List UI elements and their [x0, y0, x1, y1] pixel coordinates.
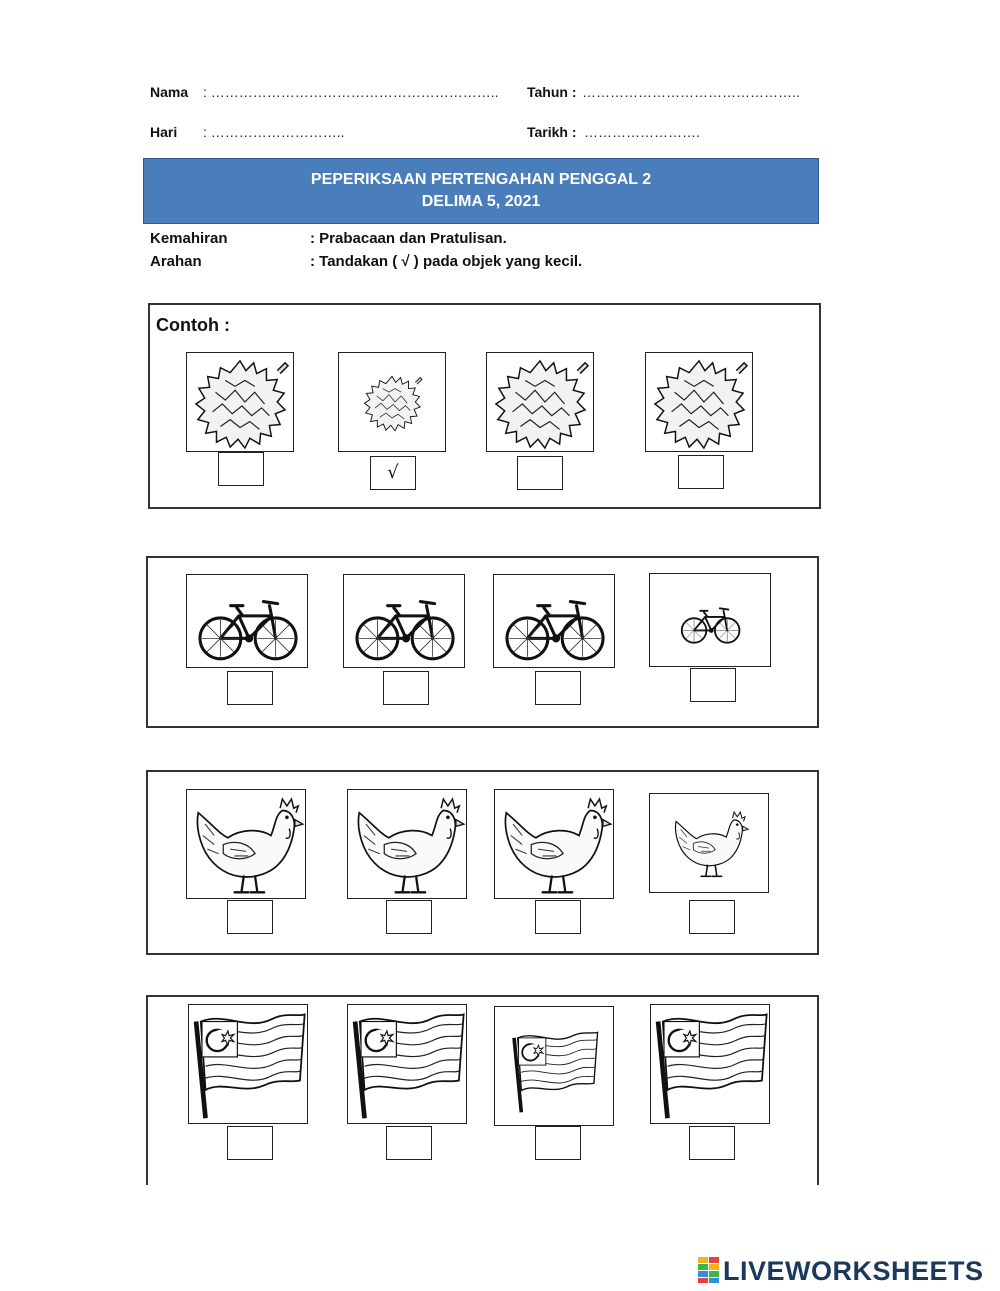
answer-box[interactable]: [535, 671, 581, 705]
answer-box[interactable]: [386, 1126, 432, 1160]
answer-box[interactable]: [690, 668, 736, 702]
flag-picture: [347, 1004, 467, 1124]
chicken-picture: [494, 789, 614, 899]
chicken-picture: [347, 789, 467, 899]
kemahiran-value: : Prabacaan dan Pratulisan.: [310, 230, 507, 247]
durian-picture: [186, 352, 294, 452]
exam-title: PEPERIKSAAN PERTENGAHAN PENGGAL 2: [310, 171, 652, 188]
chicken-picture: [186, 789, 306, 899]
bicycle-picture: [493, 574, 615, 668]
durian-icon: [339, 353, 445, 451]
example-title: Contoh :: [156, 315, 230, 335]
tahun-field[interactable]: ………………………………………..: [582, 84, 800, 100]
answer-box[interactable]: [227, 671, 273, 705]
answer-box[interactable]: [535, 1126, 581, 1160]
answer-box[interactable]: [227, 1126, 273, 1160]
liveworksheets-brand: LIVEWORKSHEETS: [723, 1256, 984, 1286]
chicken-icon: [187, 790, 305, 898]
flag-picture: [650, 1004, 770, 1124]
answer-box[interactable]: [383, 671, 429, 705]
arahan-value: : Tandakan ( √ ) pada objek yang kecil.: [310, 253, 583, 270]
tahun-label: Tahun :: [527, 84, 577, 100]
hari-label: Hari: [150, 124, 178, 140]
answer-box[interactable]: [386, 900, 432, 934]
bicycle-icon: [344, 575, 464, 667]
answer-box[interactable]: [678, 455, 724, 489]
answer-box[interactable]: [535, 900, 581, 934]
arahan-label: Arahan: [150, 253, 202, 270]
answer-box-checked[interactable]: √: [370, 456, 416, 490]
bicycle-icon: [494, 575, 614, 667]
chicken-icon: [495, 790, 613, 898]
flag-icon: [651, 1005, 769, 1123]
nama-field[interactable]: : ……………………………………………………..: [203, 84, 499, 100]
kemahiran-label: Kemahiran: [150, 230, 228, 247]
hari-field[interactable]: : ………………………..: [203, 124, 345, 140]
chicken-icon: [348, 790, 466, 898]
answer-box[interactable]: [689, 1126, 735, 1160]
bicycle-icon: [187, 575, 307, 667]
durian-icon: [646, 353, 752, 451]
liveworksheets-mark-icon: [698, 1257, 720, 1283]
bicycle-small-picture: [649, 573, 771, 667]
flag-icon: [348, 1005, 466, 1123]
chicken-small-picture: [649, 793, 769, 893]
durian-small-picture: [338, 352, 446, 452]
flag-picture: [188, 1004, 308, 1124]
durian-picture: [486, 352, 594, 452]
chicken-icon: [650, 794, 768, 892]
durian-icon: [487, 353, 593, 451]
answer-box[interactable]: [218, 452, 264, 486]
answer-box[interactable]: [227, 900, 273, 934]
flag-icon: [189, 1005, 307, 1123]
answer-box[interactable]: [689, 900, 735, 934]
bicycle-icon: [650, 574, 770, 666]
bicycle-picture: [343, 574, 465, 668]
tarikh-field[interactable]: …………………….: [584, 124, 700, 140]
nama-label: Nama: [150, 84, 189, 100]
tarikh-label: Tarikh :: [527, 124, 577, 140]
exam-title-banner: [143, 158, 819, 224]
liveworksheets-logo: [698, 1256, 984, 1287]
durian-picture: [645, 352, 753, 452]
bicycle-picture: [186, 574, 308, 668]
answer-box[interactable]: [517, 456, 563, 490]
exam-class: DELIMA 5, 2021: [421, 193, 541, 210]
flag-icon: [495, 1007, 613, 1125]
flag-small-picture: [494, 1006, 614, 1126]
durian-icon: [187, 353, 293, 451]
